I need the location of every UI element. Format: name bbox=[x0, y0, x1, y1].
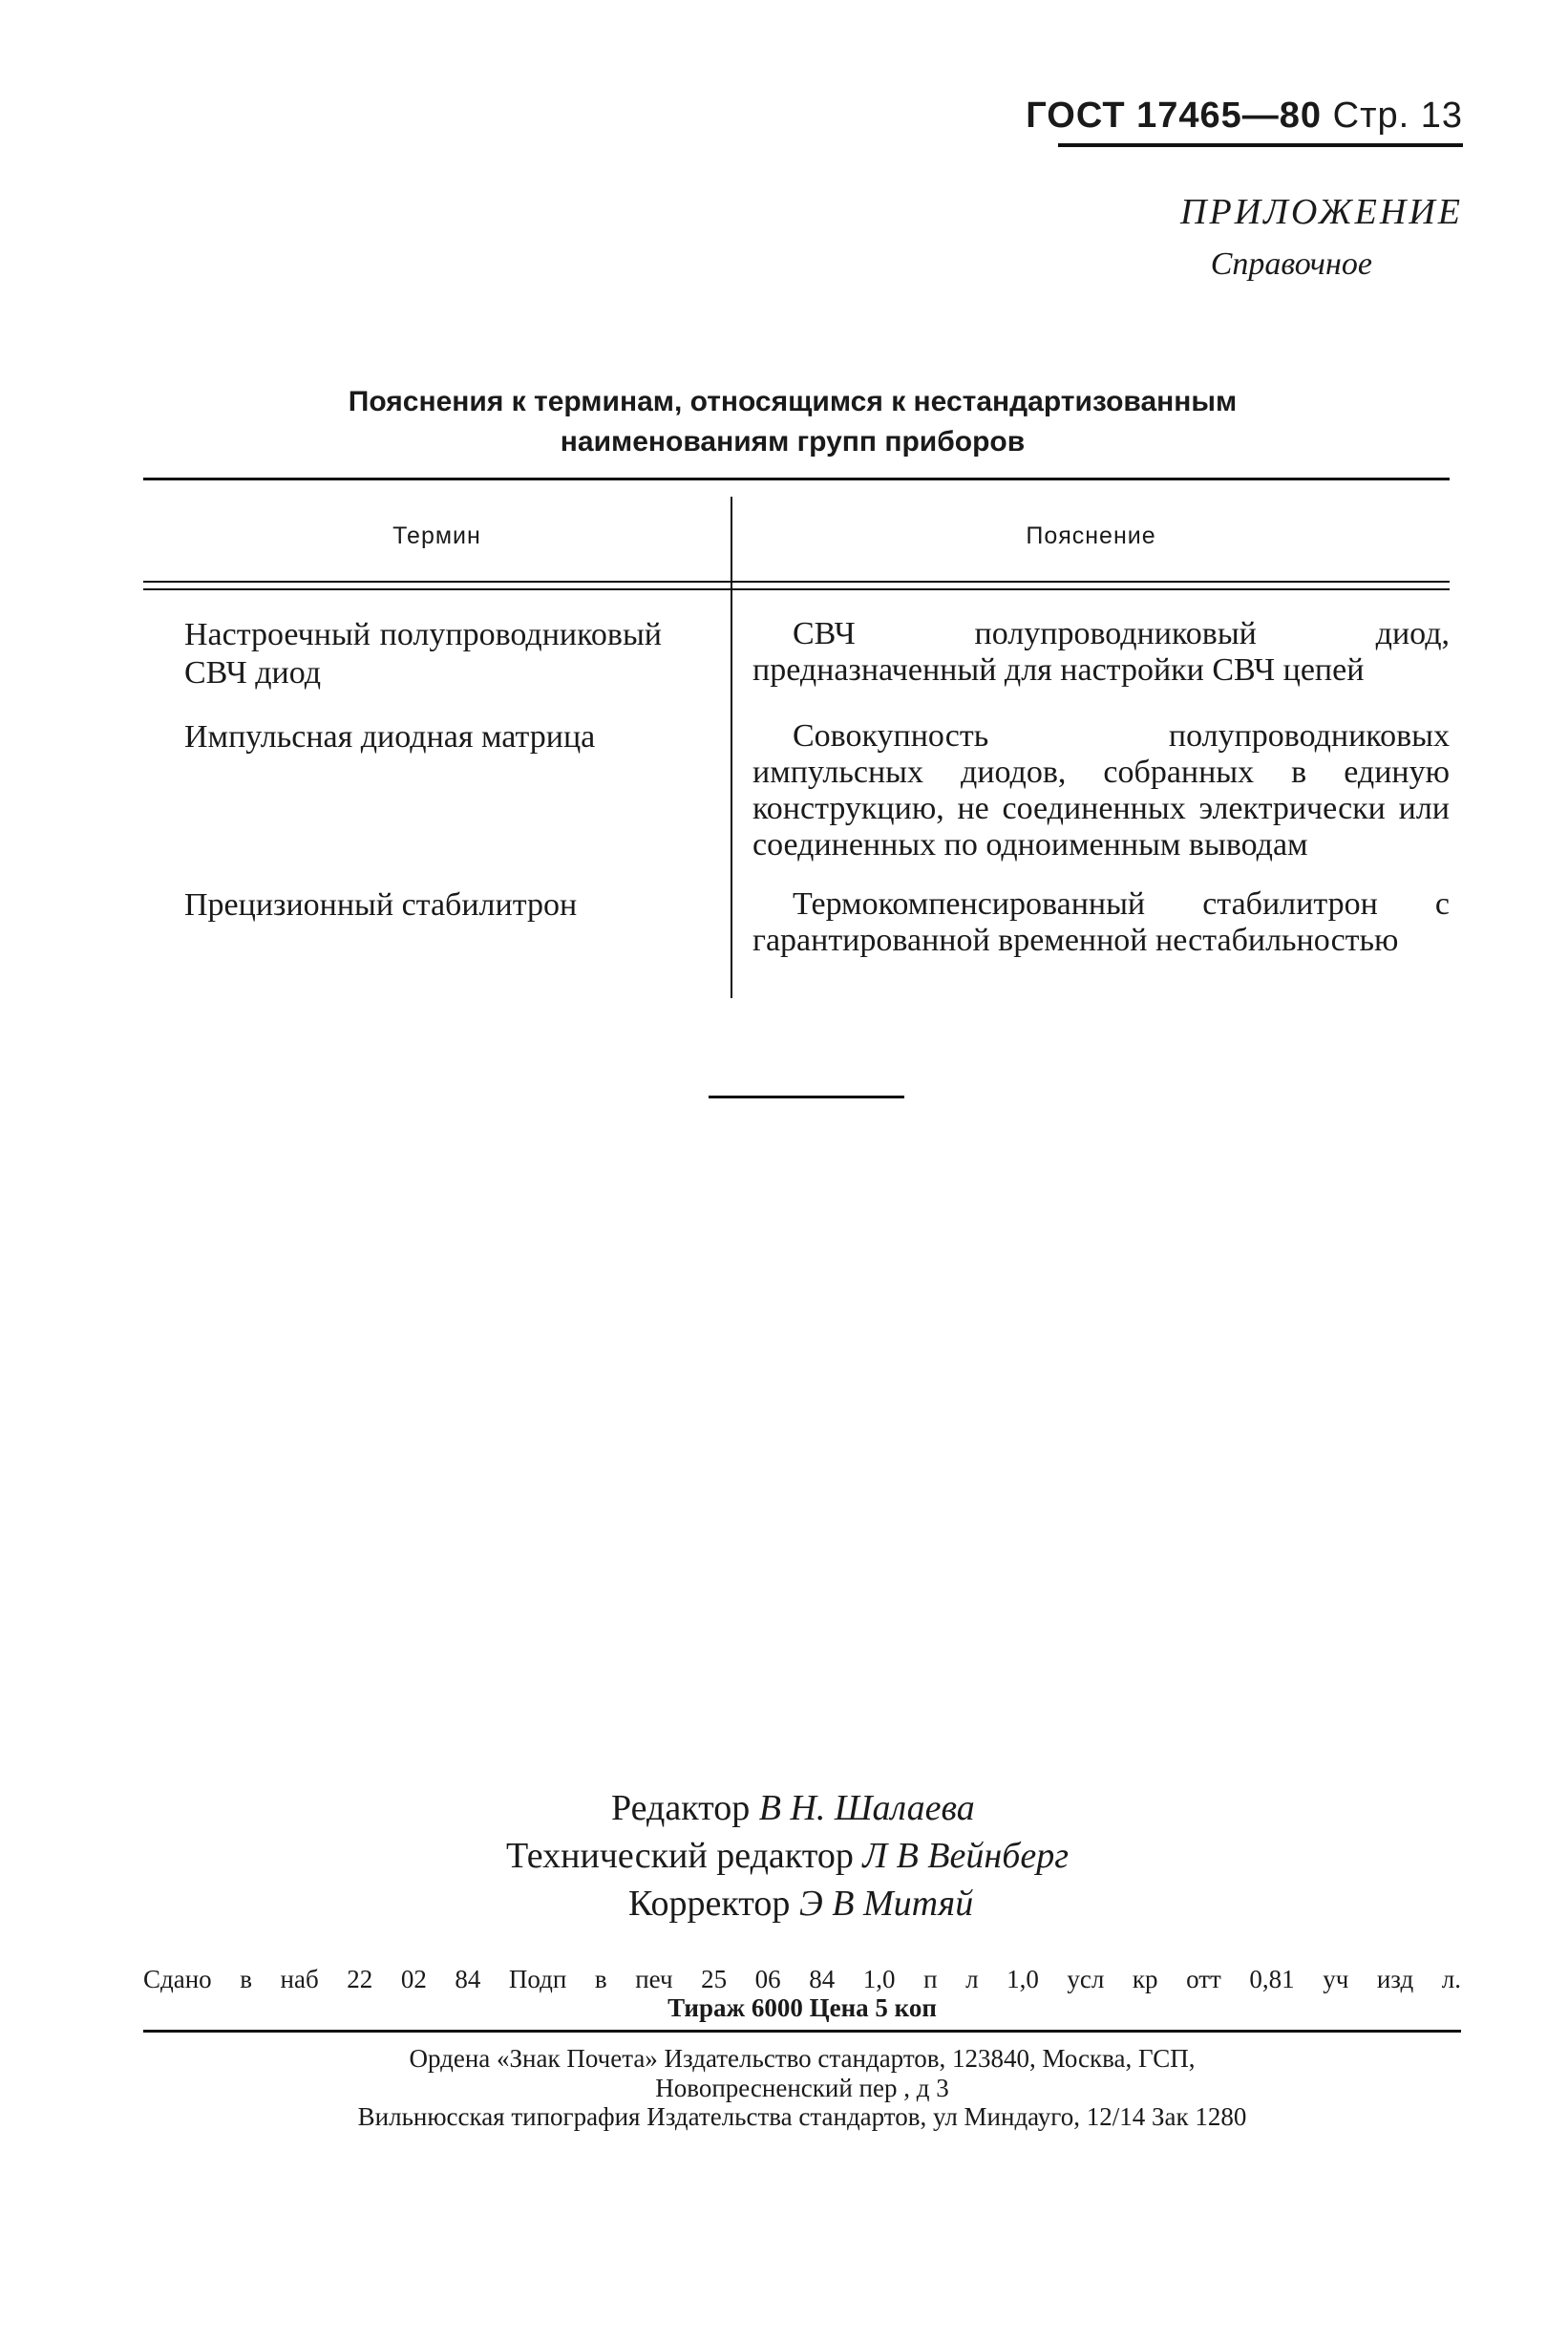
table-header-rule-2 bbox=[143, 588, 1450, 590]
publisher-line-1: Ордена «Знак Почета» Издательство стандартов, 123840, Москва, ГСП, bbox=[409, 2044, 1196, 2073]
table-row-2-explanation bbox=[752, 718, 1450, 863]
imprint-rule bbox=[143, 2030, 1461, 2033]
table-row-3-explanation-text: Термокомпенсированный стабилитрон с гарантированной временной нестабильностью bbox=[752, 886, 1450, 958]
imprint-line-2: Тираж 6000 Цена 5 коп bbox=[667, 1993, 937, 2022]
editor-role: Редактор bbox=[611, 1788, 751, 1828]
table-top-rule bbox=[143, 478, 1450, 480]
appendix-subtitle: Справочное bbox=[1210, 246, 1372, 282]
tech-editor-role: Технический редактор bbox=[506, 1836, 854, 1876]
table-row-3-term: Прецизионный стабилитрон bbox=[184, 887, 578, 923]
table-row-3-explanation bbox=[752, 886, 1450, 959]
header-rule bbox=[1058, 143, 1463, 147]
page-number: Стр. 13 bbox=[1332, 96, 1463, 136]
credit-corrector bbox=[628, 1880, 973, 1928]
table-row-2-term: Импульсная диодная матрица bbox=[184, 719, 596, 755]
end-of-table-rule bbox=[709, 1096, 904, 1098]
column-header-term: Термин bbox=[392, 522, 481, 549]
section-title-line-1: Пояснения к терминам, относящимся к нестандартизованным bbox=[348, 386, 1238, 417]
credit-editor bbox=[611, 1784, 975, 1832]
table-row-1-term: Настроечный полупроводниковый СВЧ диод bbox=[184, 617, 662, 691]
table-row-1-explanation bbox=[752, 616, 1450, 689]
section-title bbox=[143, 382, 1442, 462]
appendix-title: ПРИЛОЖЕНИЕ bbox=[1180, 192, 1463, 232]
section-title-line-2: наименованиям групп приборов bbox=[560, 426, 1026, 458]
tech-editor-name: Л В Вейнберг bbox=[862, 1836, 1070, 1876]
table-header-rule-1 bbox=[143, 581, 1450, 583]
imprint-line-1: Сдано в наб 22 02 84 Подп в печ 25 06 84 1,0 п л 1,0 усл кр отт 0,81 уч изд л. bbox=[143, 1965, 1461, 1993]
publisher-line-2: Новопресненский пер , д 3 bbox=[655, 2074, 949, 2102]
standard-number: ГОСТ 17465—80 bbox=[1026, 96, 1323, 136]
table-row-1-explanation-text: СВЧ полупроводниковый диод, предназначенный для настройки СВЧ цепей bbox=[752, 616, 1450, 688]
credit-tech-editor bbox=[506, 1832, 1069, 1880]
corrector-name: Э В Митяй bbox=[798, 1884, 974, 1924]
column-header-explanation: Пояснение bbox=[1026, 522, 1156, 549]
editor-name: В Н. Шалаева bbox=[758, 1788, 975, 1828]
page-header bbox=[1026, 96, 1463, 137]
publisher-line-3: Вильнюсская типография Издательства стандартов, ул Миндауго, 12/14 Зак 1280 bbox=[357, 2102, 1247, 2131]
table-column-divider bbox=[731, 497, 732, 998]
corrector-role: Корректор bbox=[628, 1884, 791, 1924]
table-row-2-explanation-text: Совокупность полупроводниковых импульсных диодов, собранных в единую конструкцию, не соединенных электрически или соединенных по одноименным выводам bbox=[752, 718, 1450, 863]
